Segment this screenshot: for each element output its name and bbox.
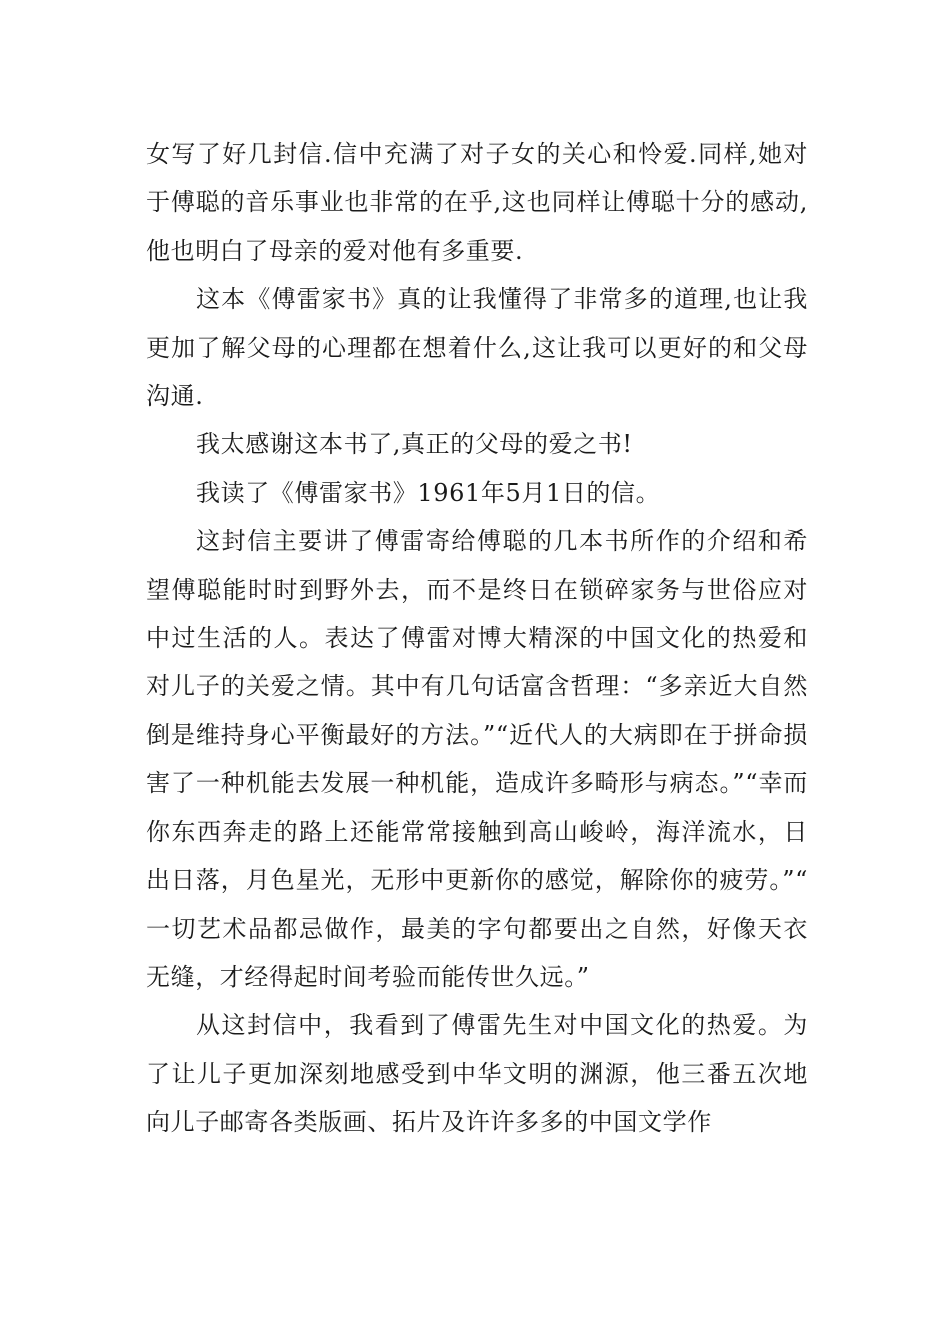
- paragraph-letter-summary: 这封信主要讲了傅雷寄给傅聪的几本书所作的介绍和希望傅聪能时时到野外去，而不是终日在锁碎家务与世俗应对中过生活的人。表达了傅雷对博大精深的中国文化的热爱和对儿子的关爱之情。其中有几句话富含哲理：“多亲近大自然倒是维持身心平衡最好的方法。”“近代人的大病即在于拼命损害了一种机能去发展一种机能，造成许多畸形与病态。”“幸而你东西奔走的路上还能常常接触到高山峻岭，海洋流水，日出日落，月色星光，无形中更新你的感觉，解除你的疲劳。”“一切艺术品都忌做作，最美的字句都要出之自然，好像天衣无缝，才经得起时间考验而能传世久远。”: [146, 527, 808, 991]
- paragraph-letter-date: 我读了《傅雷家书》1961年5月1日的信。: [196, 478, 661, 507]
- paragraph-gratitude: 我太感谢这本书了,真正的父母的爱之书!: [196, 430, 633, 459]
- paragraph-chinese-culture: 从这封信中，我看到了傅雷先生对中国文化的热爱。为了让儿子更加深刻地感受到中华文明的渊源，他三番五次地向儿子邮寄各类版画、拓片及许许多多的中国文学作: [146, 1011, 808, 1137]
- paragraph-continued: 女写了好几封信.信中充满了对子女的关心和怜爱.同样,她对于傅聪的音乐事业也非常的在乎,这也同样让傅聪十分的感动,他也明白了母亲的爱对他有多重要.: [146, 140, 808, 265]
- paragraph-book-lessons: 这本《傅雷家书》真的让我懂得了非常多的道理,也让我更加了解父母的心理都在想着什么,这让我可以更好的和父母沟通.: [146, 285, 808, 411]
- document-body: [146, 130, 808, 1147]
